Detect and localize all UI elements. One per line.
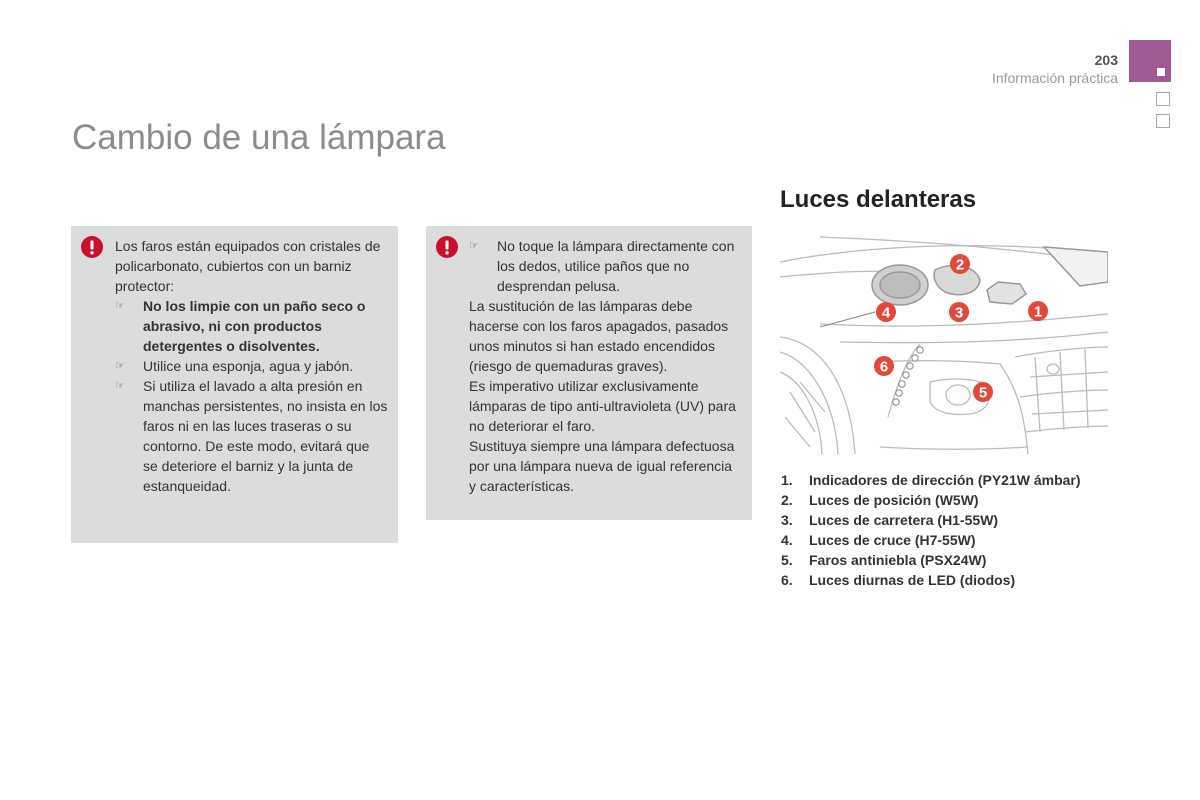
list-item [781, 510, 1081, 530]
legend-text: Indicadores de dirección (PY21W ámbar) [809, 472, 1081, 488]
legend-text: Luces de cruce (H7-55W) [809, 532, 976, 548]
page-title: Cambio de una lámpara [72, 118, 446, 157]
callout-number: 2 [955, 256, 965, 274]
list-item [115, 376, 388, 496]
callout-number: 4 [881, 304, 891, 322]
warning-bullet-list [469, 236, 738, 296]
list-item [781, 550, 1081, 570]
list-item [115, 356, 388, 376]
warning-bullet-text: Si utiliza el lavado a alta presión en manchas persistentes, no insista en los faros ni en las luces traseras o su contorno. De este modo, evitará que se deteriore el barniz y la junta de estanqueidad. [143, 378, 388, 494]
legend-number: 4. [781, 532, 793, 548]
callout-6 [874, 356, 894, 376]
warning-paragraph: Sustituya siempre una lámpara defectuosa por una lámpara nueva de igual referencia y características. [469, 438, 735, 494]
warning-paragraph: La sustitución de las lámparas debe hacerse con los faros apagados, pasados unos minutos si han estado encendidos (riesgo de quemaduras graves). [469, 298, 729, 374]
legend-text: Luces diurnas de LED (diodos) [809, 572, 1016, 588]
list-item [469, 236, 738, 296]
chapter-tab-box[interactable] [1156, 92, 1170, 106]
pointing-hand-icon: ☞ [115, 380, 125, 392]
warning-paragraph: Es imperativo utilizar exclusivamente lámparas de tipo anti-ultravioleta (UV) para no deteriorar el faro. [469, 378, 736, 434]
led-daytime-lights [893, 347, 923, 405]
legend-number: 6. [781, 572, 793, 588]
list-item [115, 296, 388, 356]
chapter-tab-box[interactable] [1156, 114, 1170, 128]
callout-3 [949, 302, 969, 322]
warning-bullet-list [115, 296, 388, 496]
legend-number: 1. [781, 472, 793, 488]
legend-text: Faros antiniebla (PSX24W) [809, 552, 987, 568]
legend-number: 2. [781, 492, 793, 508]
list-item [781, 470, 1081, 490]
list-item [781, 570, 1081, 590]
pointing-hand-icon: ☞ [115, 300, 125, 312]
warning-intro: Los faros están equipados con cristales de policarbonato, cubiertos con un barniz protector: [115, 238, 381, 294]
warning-bullet-text: Utilice una esponja, agua y jabón. [143, 358, 354, 374]
callout-number: 1 [1033, 303, 1043, 321]
pointing-hand-icon: ☞ [469, 240, 479, 252]
page-number: 203 [1094, 52, 1118, 68]
section-label: Información práctica [991, 70, 1118, 86]
car-front-illustration [780, 232, 1108, 454]
legend-text: Luces de posición (W5W) [809, 492, 979, 508]
list-item [781, 530, 1081, 550]
warning-box-left [71, 226, 398, 543]
chapter-tab-active[interactable] [1129, 40, 1171, 82]
legend-number: 3. [781, 512, 793, 528]
callout-2 [950, 254, 970, 274]
callout-4 [876, 302, 896, 322]
warning-bullet-text: No toque la lámpara directamente con los dedos, utilice paños que no desprendan pelusa. [497, 238, 735, 294]
legend-number: 5. [781, 552, 793, 568]
section-subtitle: Luces delanteras [780, 186, 977, 213]
callout-number: 3 [954, 304, 964, 322]
callout-1 [1028, 301, 1048, 321]
warning-bullet-text: No los limpie con un paño seco o abrasivo, ni con productos detergentes o disolventes. [143, 298, 366, 354]
bulb-legend-list [781, 470, 1081, 590]
callout-5 [973, 382, 993, 402]
callout-number: 5 [978, 384, 988, 402]
pointing-hand-icon: ☞ [115, 360, 125, 372]
exclamation-icon [436, 236, 458, 258]
exclamation-icon [81, 236, 103, 258]
headlamp-cluster [872, 247, 1108, 305]
callout-number: 6 [879, 358, 889, 376]
warning-box-right [426, 226, 752, 520]
list-item [781, 490, 1081, 510]
legend-text: Luces de carretera (H1-55W) [809, 512, 999, 528]
